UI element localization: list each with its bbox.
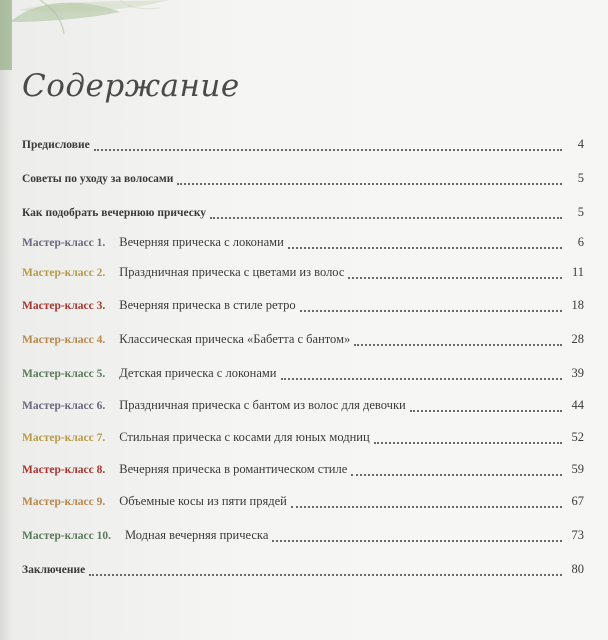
dot-leader <box>89 573 562 576</box>
dot-leader <box>354 343 562 346</box>
toc-entry <box>22 398 584 416</box>
toc-entry-title: Как подобрать вечернюю прическу <box>22 207 207 219</box>
page-number: 4 <box>577 137 584 151</box>
toc-entry <box>22 265 584 283</box>
toc-entry-title: Праздничная прическа с бантом из волос для девочки <box>119 398 406 412</box>
dot-leader <box>351 473 562 476</box>
page-number: 18 <box>571 298 584 312</box>
dot-leader <box>291 505 562 508</box>
page-number: 6 <box>577 235 584 249</box>
toc-entry-title: Праздничная прическа с цветами из волос <box>119 265 345 279</box>
page-number: 73 <box>571 528 584 542</box>
toc-entry <box>22 171 584 189</box>
page-number: 80 <box>571 562 584 576</box>
page-number: 5 <box>577 205 584 219</box>
master-class-label: Мастер-класс 8. <box>22 464 106 476</box>
toc-entry-title: Предисловие <box>22 139 90 151</box>
toc-entry-title: Вечерняя прическа с локонами <box>119 235 284 249</box>
page-number: 44 <box>571 398 584 412</box>
page-number: 67 <box>571 494 584 508</box>
toc-entry <box>22 298 584 316</box>
dot-leader <box>94 148 562 151</box>
toc-entry <box>22 494 584 512</box>
page-number: 39 <box>571 366 584 380</box>
toc-entry <box>22 430 584 448</box>
toc-entry <box>22 462 584 480</box>
toc-entry-title: Стильная прическа с косами для юных модниц <box>119 430 370 444</box>
page-number: 59 <box>571 462 584 476</box>
dot-leader <box>410 409 562 412</box>
master-class-label: Мастер-класс 5. <box>22 368 106 380</box>
dot-leader <box>177 182 562 185</box>
toc-entry <box>22 137 584 155</box>
toc-entry-title: Советы по уходу за волосами <box>22 173 174 185</box>
dot-leader <box>281 377 563 380</box>
dot-leader <box>374 441 562 444</box>
toc-entry-title: Объемные косы из пяти прядей <box>119 494 287 508</box>
master-class-label: Мастер-класс 9. <box>22 496 106 508</box>
toc-entry-title: Детская прическа с локонами <box>119 366 277 380</box>
dot-leader <box>210 216 562 219</box>
master-class-label: Мастер-класс 10. <box>22 530 111 542</box>
dot-leader <box>288 246 562 249</box>
toc-entry <box>22 528 584 546</box>
toc-entry-title: Вечерняя прическа в романтическом стиле <box>119 462 348 476</box>
toc-entry <box>22 366 584 384</box>
toc-entry-title: Классическая прическа «Бабетта с бантом» <box>119 332 351 346</box>
toc-entry-title: Модная вечерняя прическа <box>124 528 269 542</box>
page-number: 28 <box>571 332 584 346</box>
toc-entry <box>22 235 584 253</box>
master-class-label: Мастер-класс 3. <box>22 300 106 312</box>
master-class-label: Мастер-класс 6. <box>22 400 106 412</box>
page-number: 52 <box>571 430 584 444</box>
page-number: 11 <box>571 265 584 279</box>
toc-entry <box>22 332 584 350</box>
toc-entry-title: Вечерняя прическа в стиле ретро <box>119 298 296 312</box>
toc-entry <box>22 205 584 223</box>
page-number: 5 <box>577 171 584 185</box>
dot-leader <box>348 276 562 279</box>
dot-leader <box>300 309 562 312</box>
toc-entry-title: Заключение <box>22 564 86 576</box>
master-class-label: Мастер-класс 7. <box>22 432 106 444</box>
master-class-label: Мастер-класс 4. <box>22 334 106 346</box>
dot-leader <box>272 539 562 542</box>
master-class-label: Мастер-класс 2. <box>22 267 106 279</box>
toc-entry <box>22 562 584 580</box>
master-class-label: Мастер-класс 1. <box>22 237 106 249</box>
page-title: Содержание <box>22 68 240 104</box>
